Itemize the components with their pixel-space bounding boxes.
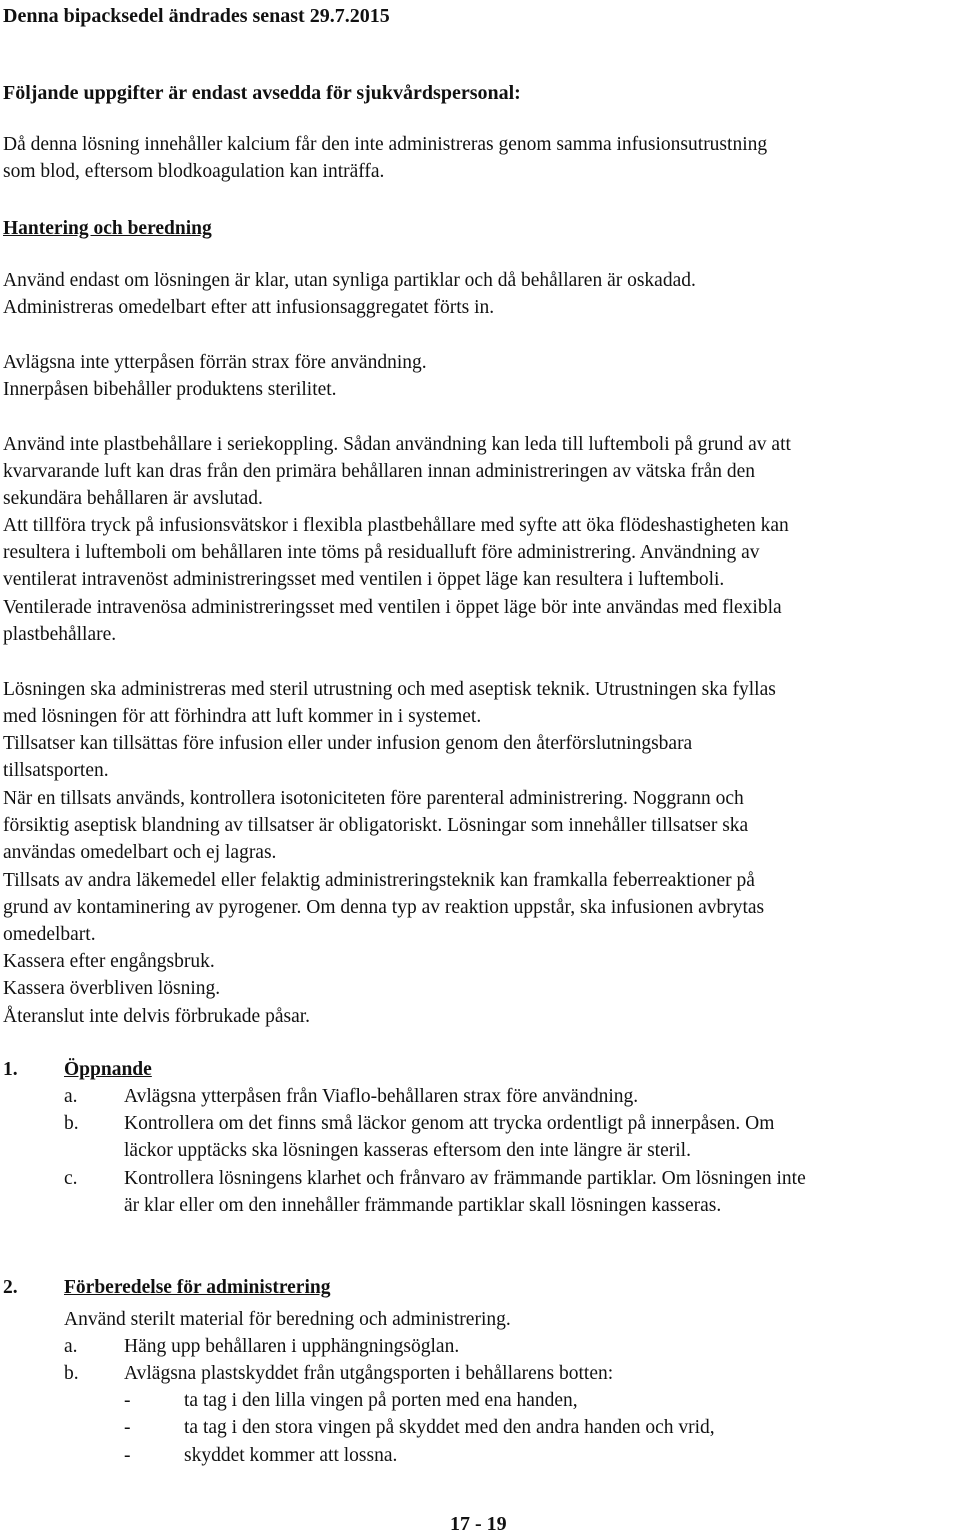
sub-list-marker: - bbox=[124, 1417, 131, 1438]
sub-list-marker: - bbox=[124, 1390, 131, 1411]
text-line: Tillsatser kan tillsättas före infusion eller under infusion genom den återförslutningsbara bbox=[3, 733, 693, 754]
list-item: Kontrollera lösningens klarhet och frånvaro av främmande partiklar. Om lösningen inte bbox=[124, 1168, 806, 1189]
text-line: Att tillföra tryck på infusionsvätskor i flexibla plastbehållare med syfte att öka flödeshastigheten kan bbox=[3, 515, 789, 536]
sub-list-item: ta tag i den stora vingen på skyddet med den andra handen och vrid, bbox=[184, 1417, 715, 1438]
text-line: Då denna lösning innehåller kalcium får den inte administreras genom samma infusionsutrustning bbox=[3, 134, 768, 155]
section-1-title: Öppnande bbox=[64, 1059, 152, 1080]
list-marker: a. bbox=[64, 1336, 78, 1357]
text-line: användas omedelbart och ej lagras. bbox=[3, 842, 277, 863]
text-line: sekundära behållaren är avslutad. bbox=[3, 488, 263, 509]
text-line: Använd endast om lösningen är klar, utan synliga partiklar och då behållaren är oskadad. bbox=[3, 270, 696, 291]
text-line: Avlägsna inte ytterpåsen förrän strax före användning. bbox=[3, 352, 427, 373]
text-line: Tillsats av andra läkemedel eller felaktig administreringsteknik kan framkalla feberreaktioner på bbox=[3, 870, 755, 891]
text-line: tillsatsporten. bbox=[3, 760, 109, 781]
page-number: 17 - 19 bbox=[450, 1513, 507, 1535]
text-line: Kassera efter engångsbruk. bbox=[3, 951, 215, 972]
text-line: Återanslut inte delvis förbrukade påsar. bbox=[3, 1006, 311, 1027]
professionals-heading: Följande uppgifter är endast avsedda för sjukvårdspersonal: bbox=[3, 82, 521, 104]
list-item: Kontrollera om det finns små läckor genom att trycka ordentligt på innerpåsen. Om bbox=[124, 1113, 775, 1134]
list-item: Avlägsna plastskyddet från utgångsporten i behållarens botten: bbox=[124, 1363, 614, 1384]
text-line: resultera i luftemboli om behållaren inte töms på residualluft före administrering. Användning av bbox=[3, 542, 760, 563]
handling-heading: Hantering och beredning bbox=[3, 218, 212, 239]
text-line: försiktig aseptisk blandning av tillsatser är obligatoriskt. Lösningar som innehåller tillsatser ska bbox=[3, 815, 749, 836]
section-2-title: Förberedelse för administrering bbox=[64, 1277, 331, 1298]
text-line: omedelbart. bbox=[3, 924, 96, 945]
section-2-intro: Använd sterilt material för beredning och administrering. bbox=[64, 1309, 511, 1330]
sub-list-item: ta tag i den lilla vingen på porten med ena handen, bbox=[184, 1390, 578, 1411]
list-marker: b. bbox=[64, 1363, 79, 1384]
text-line: Innerpåsen bibehåller produktens sterilitet. bbox=[3, 379, 337, 400]
text-line: grund av kontaminering av pyrogener. Om denna typ av reaktion uppstår, ska infusionen avbrytas bbox=[3, 897, 765, 918]
text-line: Kassera överbliven lösning. bbox=[3, 978, 221, 999]
list-item: Avlägsna ytterpåsen från Viaflo-behållaren strax före användning. bbox=[124, 1086, 639, 1107]
text-line: Ventilerade intravenösa administreringsset med ventilen i öppet läge bör inte användas med flexibla bbox=[3, 597, 782, 618]
list-marker: b. bbox=[64, 1113, 79, 1134]
text-line: Lösningen ska administreras med steril utrustning och med aseptisk teknik. Utrustningen ska fyllas bbox=[3, 679, 776, 700]
sub-list-marker: - bbox=[124, 1445, 131, 1466]
list-item: läckor upptäcks ska lösningen kasseras eftersom den inte längre är steril. bbox=[124, 1140, 691, 1161]
sub-list-item: skyddet kommer att lossna. bbox=[184, 1445, 398, 1466]
text-line: Administreras omedelbart efter att infusionsaggregatet förts in. bbox=[3, 297, 495, 318]
text-line: kvarvarande luft kan dras från den primära behållaren innan administreringen av vätska från den bbox=[3, 461, 756, 482]
text-line: med lösningen för att förhindra att luft kommer in i systemet. bbox=[3, 706, 482, 727]
text-line: plastbehållare. bbox=[3, 624, 117, 645]
section-2-number: 2. bbox=[3, 1277, 18, 1298]
revision-date: Denna bipacksedel ändrades senast 29.7.2015 bbox=[3, 5, 390, 27]
list-item: Häng upp behållaren i upphängningsöglan. bbox=[124, 1336, 460, 1357]
list-item: är klar eller om den innehåller främmande partiklar skall lösningen kasseras. bbox=[124, 1195, 722, 1216]
text-line: När en tillsats används, kontrollera isotoniciteten före parenteral administrering. Noggrann och bbox=[3, 788, 744, 809]
text-line: som blod, eftersom blodkoagulation kan inträffa. bbox=[3, 161, 385, 182]
list-marker: a. bbox=[64, 1086, 78, 1107]
section-1-number: 1. bbox=[3, 1059, 18, 1080]
text-line: Använd inte plastbehållare i seriekoppling. Sådan användning kan leda till luftemboli på grund av att bbox=[3, 434, 791, 455]
text-line: ventilerat intravenöst administreringsset med ventilen i öppet läge kan resultera i luftemboli. bbox=[3, 569, 725, 590]
list-marker: c. bbox=[64, 1168, 78, 1189]
